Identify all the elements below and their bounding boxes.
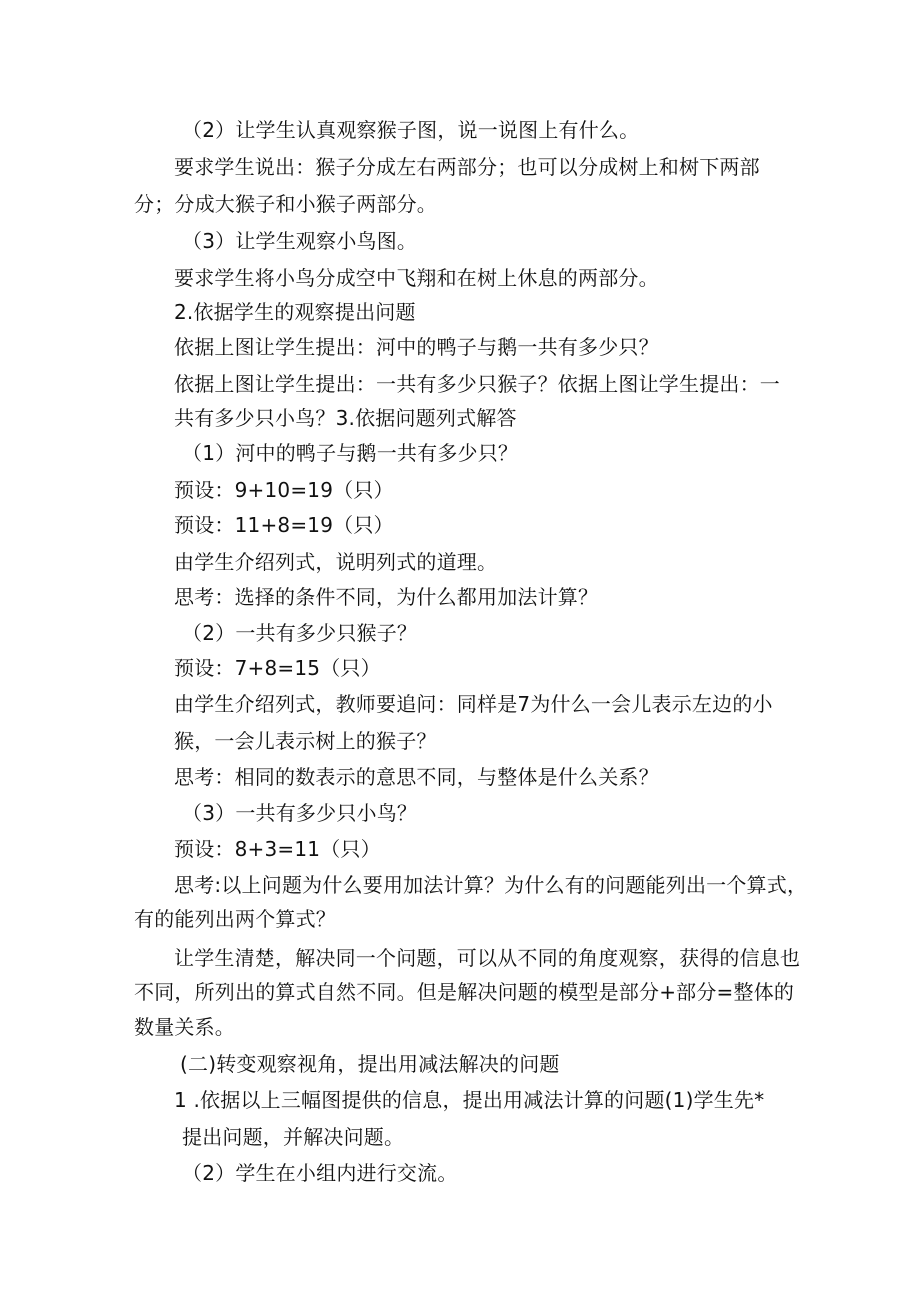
text-line: 预设：7+8=15（只） <box>174 656 381 680</box>
text-line: 预设：8+3=11（只） <box>174 837 381 861</box>
text-line: 猴，一会儿表示树上的猴子？ <box>174 729 437 753</box>
text-line: 数量关系。 <box>134 1015 235 1039</box>
text-line: （2）一共有多少只猴子？ <box>182 621 418 645</box>
text-line: 要求学生将小鸟分成空中飞翔和在树上休息的两部分。 <box>174 266 659 290</box>
text-line: 思考：选择的条件不同，为什么都用加法计算？ <box>174 585 599 609</box>
section-heading: 2.依据学生的观察提出问题 <box>174 300 416 324</box>
text-line: 让学生清楚，解决同一个问题，可以从不同的角度观察，获得的信息也 <box>174 946 801 970</box>
text-line: 提出问题，并解决问题。 <box>182 1125 405 1149</box>
text-line: 要求学生说出：猴子分成左右两部分；也可以分成树上和树下两部 <box>174 155 760 179</box>
text-line: 由学生介绍列式，教师要追问：同样是7为什么一会儿表示左边的小 <box>174 692 773 716</box>
text-line: 不同，所列出的算式自然不同。但是解决问题的模型是部分+部分=整体的 <box>134 980 795 1004</box>
text-line: （2）学生在小组内进行交流。 <box>182 1161 458 1185</box>
text-line: 1 .依据以上三幅图提供的信息，提出用减法计算的问题(1)学生先* <box>174 1088 765 1112</box>
text-line: 依据上图让学生提出：一共有多少只猴子？依据上图让学生提出：一 <box>174 372 780 396</box>
text-line: 分；分成大猴子和小猴子两部分。 <box>134 192 437 216</box>
text-line: 依据上图让学生提出：河中的鸭子与鹅一共有多少只？ <box>174 335 659 359</box>
text-line: （1）河中的鸭子与鹅一共有多少只？ <box>182 441 519 465</box>
text-line: 思考:以上问题为什么要用加法计算？为什么有的问题能列出一个算式， <box>174 873 808 897</box>
text-line: 预设：9+10=19（只） <box>174 478 394 502</box>
section-heading: (二)转变观察视角，提出用减法解决的问题 <box>180 1052 560 1076</box>
text-line: （3）一共有多少只小鸟？ <box>182 801 418 825</box>
text-line: 共有多少只小鸟？3.依据问题列式解答 <box>174 406 517 430</box>
text-line: （3）让学生观察小鸟图。 <box>182 229 418 253</box>
text-line: 预设：11+8=19（只） <box>174 513 394 537</box>
text-line: 有的能列出两个算式？ <box>134 907 336 931</box>
text-line: 思考：相同的数表示的意思不同，与整体是什么关系？ <box>174 765 659 789</box>
text-line: 由学生介绍列式，说明列式的道理。 <box>174 550 498 574</box>
text-line: （2）让学生认真观察猴子图，说一说图上有什么。 <box>182 118 640 142</box>
